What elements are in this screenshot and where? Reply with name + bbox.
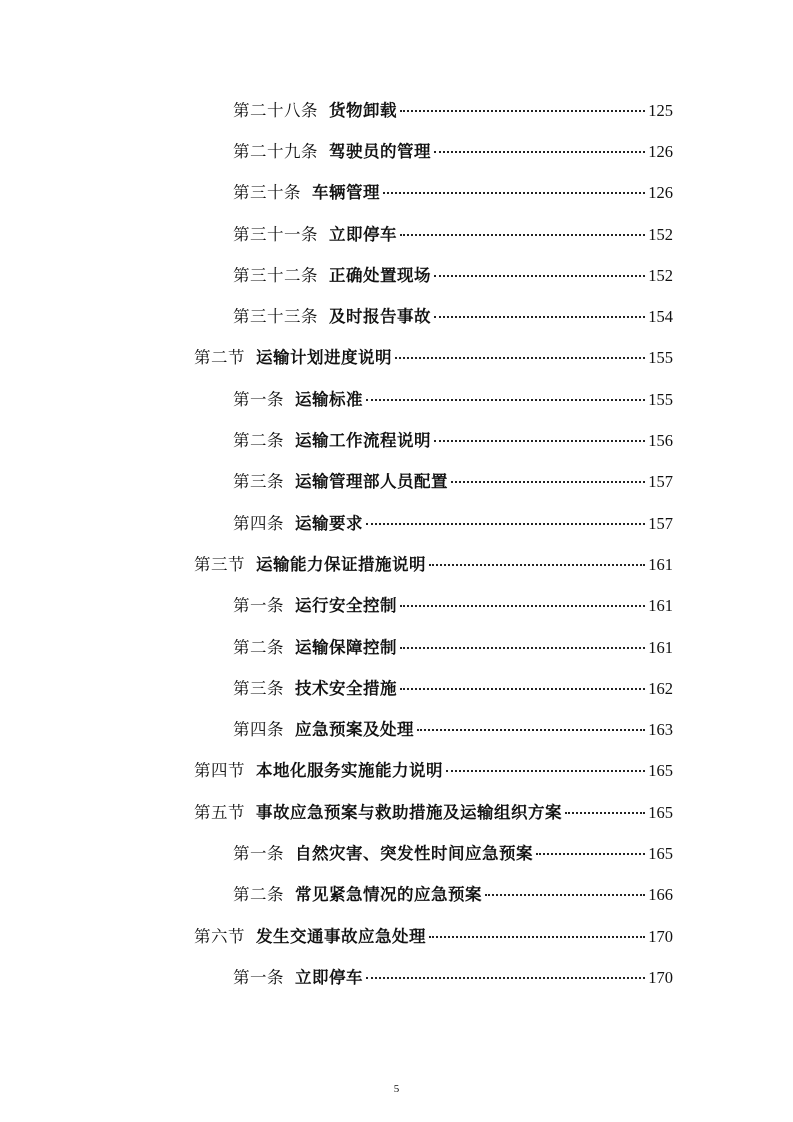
toc-entry-number: 第一条 (233, 596, 284, 616)
toc-entry-page: 157 (648, 472, 673, 492)
dot-leader (383, 192, 645, 194)
dot-leader (446, 770, 645, 772)
toc-entry-page: 152 (648, 265, 673, 285)
toc-entry-page: 125 (648, 100, 673, 120)
toc-entry-number: 第一条 (233, 967, 284, 987)
toc-entry-number: 第一条 (233, 389, 284, 409)
page-number: 5 (393, 1083, 400, 1095)
toc-entry[interactable] (0, 460, 793, 501)
toc-entry-number: 第四条 (233, 720, 284, 740)
toc-entry-page: 166 (648, 885, 673, 905)
toc-entry-number: 第二十八条 (233, 100, 318, 120)
toc-entry-number: 第三十三条 (233, 307, 318, 327)
toc-entry-title: 运行安全控制 (295, 596, 397, 616)
toc-entry-page: 157 (648, 513, 673, 533)
toc-section-page: 165 (648, 761, 673, 781)
toc-entry-number: 第三条 (233, 472, 284, 492)
toc-entry-number: 第三十条 (233, 183, 301, 203)
toc-entry[interactable] (0, 88, 793, 129)
toc-entry[interactable] (0, 171, 793, 212)
dot-leader (434, 440, 645, 442)
toc-section-number: 第二节 (194, 348, 245, 368)
toc-entry-title: 运输标准 (295, 389, 363, 409)
dot-leader (366, 399, 645, 401)
toc-section-title: 发生交通事故应急处理 (256, 926, 426, 946)
toc-entry[interactable] (0, 873, 793, 914)
toc-entry-number: 第二条 (233, 637, 284, 657)
toc-section[interactable] (0, 914, 793, 955)
toc-section-number: 第三节 (194, 554, 245, 574)
toc-entry-page: 165 (648, 843, 673, 863)
dot-leader (366, 977, 645, 979)
toc-entry-page: 162 (648, 678, 673, 698)
toc-entry[interactable] (0, 377, 793, 418)
dot-leader (434, 275, 645, 277)
toc-entry[interactable] (0, 955, 793, 996)
toc-section-page: 170 (648, 926, 673, 946)
toc-section[interactable] (0, 542, 793, 583)
toc-entry[interactable] (0, 831, 793, 872)
toc-entry[interactable] (0, 625, 793, 666)
toc-section-page: 165 (648, 802, 673, 822)
toc-section-page: 155 (648, 348, 673, 368)
toc-entry-number: 第二条 (233, 431, 284, 451)
toc-entry-page: 161 (648, 637, 673, 657)
dot-leader (485, 894, 645, 896)
dot-leader (400, 688, 645, 690)
toc-section-number: 第五节 (194, 802, 245, 822)
toc-entry-page: 152 (648, 224, 673, 244)
dot-leader (434, 316, 645, 318)
toc-entry-number: 第三十一条 (233, 224, 318, 244)
dot-leader (400, 647, 645, 649)
dot-leader (536, 853, 645, 855)
toc-entry-title: 常见紧急情况的应急预案 (295, 885, 482, 905)
dot-leader (429, 936, 645, 938)
toc-entry-page: 163 (648, 720, 673, 740)
dot-leader (400, 234, 645, 236)
toc-entry-page: 126 (648, 141, 673, 161)
toc-section[interactable] (0, 336, 793, 377)
dot-leader (451, 481, 645, 483)
dot-leader (565, 812, 645, 814)
toc-entry[interactable] (0, 666, 793, 707)
dot-leader (429, 564, 645, 566)
toc-section-number: 第四节 (194, 761, 245, 781)
toc-entry-title: 技术安全措施 (295, 678, 397, 698)
table-of-contents (0, 88, 793, 997)
toc-entry-title: 驾驶员的管理 (329, 141, 431, 161)
toc-entry-number: 第三条 (233, 678, 284, 698)
dot-leader (366, 523, 645, 525)
toc-entry-page: 161 (648, 596, 673, 616)
toc-entry-page: 155 (648, 389, 673, 409)
toc-entry-title: 货物卸载 (329, 100, 397, 120)
toc-entry-title: 及时报告事故 (329, 307, 431, 327)
toc-entry-title: 运输保障控制 (295, 637, 397, 657)
toc-section-page: 161 (648, 554, 673, 574)
dot-leader (400, 605, 645, 607)
toc-entry-number: 第二条 (233, 885, 284, 905)
toc-entry-title: 立即停车 (295, 967, 363, 987)
dot-leader (395, 357, 645, 359)
toc-entry-page: 126 (648, 183, 673, 203)
toc-entry-title: 立即停车 (329, 224, 397, 244)
toc-section[interactable] (0, 749, 793, 790)
toc-section[interactable] (0, 790, 793, 831)
toc-section-title: 本地化服务实施能力说明 (256, 761, 443, 781)
toc-entry[interactable] (0, 294, 793, 335)
toc-entry-number: 第三十二条 (233, 265, 318, 285)
toc-entry-number: 第二十九条 (233, 141, 318, 161)
toc-entry-number: 第一条 (233, 843, 284, 863)
toc-entry[interactable] (0, 418, 793, 459)
toc-entry-title: 车辆管理 (312, 183, 380, 203)
toc-entry-title: 正确处置现场 (329, 265, 431, 285)
toc-entry-page: 156 (648, 431, 673, 451)
toc-entry[interactable] (0, 212, 793, 253)
toc-entry-title: 应急预案及处理 (295, 720, 414, 740)
dot-leader (434, 151, 645, 153)
toc-entry-title: 自然灾害、突发性时间应急预案 (295, 843, 533, 863)
toc-section-number: 第六节 (194, 926, 245, 946)
toc-entry[interactable] (0, 707, 793, 748)
dot-leader (400, 110, 645, 112)
toc-entry-title: 运输要求 (295, 513, 363, 533)
toc-entry[interactable] (0, 253, 793, 294)
toc-section-title: 运输能力保证措施说明 (256, 554, 426, 574)
toc-section-title: 事故应急预案与救助措施及运输组织方案 (256, 802, 562, 822)
toc-entry-title: 运输管理部人员配置 (295, 472, 448, 492)
toc-entry[interactable] (0, 129, 793, 170)
toc-entry[interactable] (0, 584, 793, 625)
toc-section-title: 运输计划进度说明 (256, 348, 392, 368)
toc-entry[interactable] (0, 501, 793, 542)
toc-entry-page: 154 (648, 307, 673, 327)
toc-entry-title: 运输工作流程说明 (295, 431, 431, 451)
toc-entry-number: 第四条 (233, 513, 284, 533)
toc-entry-page: 170 (648, 967, 673, 987)
dot-leader (417, 729, 645, 731)
